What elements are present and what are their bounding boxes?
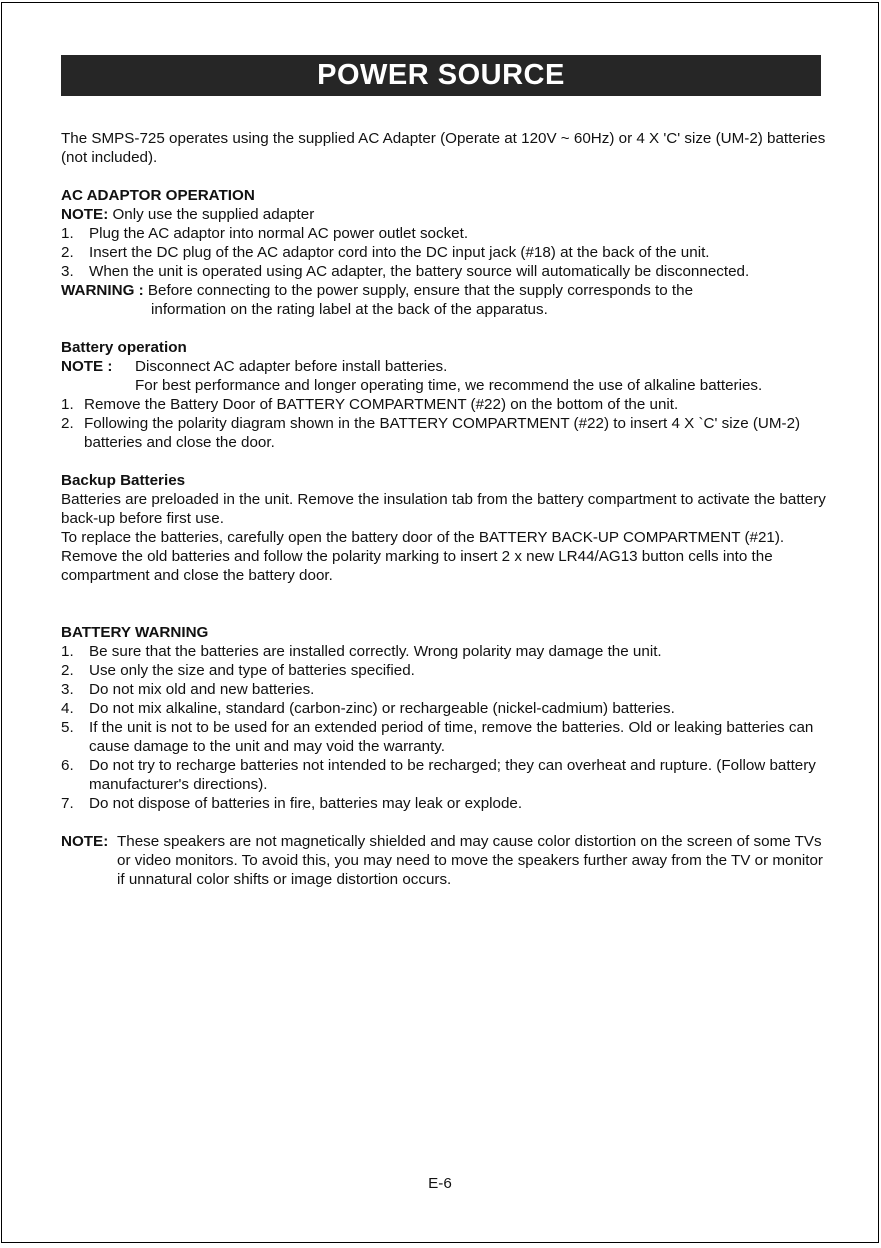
list-number: 2. <box>61 662 74 679</box>
list-text: Use only the size and type of batteries specified. <box>89 662 415 679</box>
page-content <box>61 129 841 889</box>
list-item <box>61 699 841 718</box>
list-item <box>61 794 841 813</box>
ac-warning <box>61 281 841 300</box>
manual-page <box>1 2 879 1243</box>
list-text: Following the polarity diagram shown in the BATTERY COMPARTMENT (#22) to insert 4 X `C' size (UM-2) batteries and close the door. <box>84 415 801 451</box>
backup-paragraph-2: To replace the batteries, carefully open the battery door of the BATTERY BACK-UP COMPARTMENT (#21). Remove the old batteries and follow the polarity marking to insert 2 x new LR44/AG13 button cells into the compartment and close the battery door. <box>61 529 785 584</box>
list-number: 2. <box>61 244 74 261</box>
final-note <box>61 832 841 889</box>
list-number: 1. <box>61 396 74 413</box>
list-text: Do not dispose of batteries in fire, batteries may leak or explode. <box>89 795 523 812</box>
ac-heading: AC ADAPTOR OPERATION <box>61 187 255 204</box>
battery-note-line2: For best performance and longer operating time, we recommend the use of alkaline batteries. <box>135 377 763 394</box>
final-note-text: These speakers are not magnetically shielded and may cause color distortion on the screen of some TVs or video monitors. To avoid this, you may need to move the speakers further away from the TV or monitor if unnatural color shifts or image distortion occurs. <box>117 833 823 888</box>
list-number: 1. <box>61 643 74 660</box>
battery-note <box>61 357 841 376</box>
final-note-label: NOTE: <box>61 833 109 850</box>
page-title: POWER SOURCE <box>61 55 821 96</box>
list-number: 6. <box>61 757 74 774</box>
battery-note-line1: Disconnect AC adapter before install batteries. <box>135 358 448 375</box>
list-item <box>61 756 841 794</box>
list-number: 4. <box>61 700 74 717</box>
battery-heading: Battery operation <box>61 339 187 356</box>
list-text: Do not mix old and new batteries. <box>89 681 315 698</box>
list-number: 1. <box>61 225 74 242</box>
list-text: Be sure that the batteries are installed correctly. Wrong polarity may damage the unit. <box>89 643 662 660</box>
ac-note-text: Only use the supplied adapter <box>108 206 315 223</box>
list-item <box>61 414 841 452</box>
ac-warning-line1: Before connecting to the power supply, ensure that the supply corresponds to the <box>147 282 694 299</box>
warning-heading: BATTERY WARNING <box>61 624 209 641</box>
list-number: 3. <box>61 263 74 280</box>
ac-warning-line2: information on the rating label at the back of the apparatus. <box>151 301 548 318</box>
list-text: Do not mix alkaline, standard (carbon-zinc) or rechargeable (nickel-cadmium) batteries. <box>89 700 675 717</box>
ac-note <box>61 205 841 224</box>
intro-paragraph: The SMPS-725 operates using the supplied AC Adapter (Operate at 120V ~ 60Hz) or 4 X 'C' size (UM-2) batteries (not included). <box>61 130 826 166</box>
page-number: E-6 <box>428 1175 452 1192</box>
list-item <box>61 680 841 699</box>
backup-paragraph-1: Batteries are preloaded in the unit. Remove the insulation tab from the battery compartment to activate the battery back-up before first use. <box>61 491 826 527</box>
list-text: Remove the Battery Door of BATTERY COMPARTMENT (#22) on the bottom of the unit. <box>84 396 679 413</box>
list-item <box>61 395 841 414</box>
list-item <box>61 224 841 243</box>
battery-note-label: NOTE : <box>61 358 113 375</box>
list-item <box>61 718 841 756</box>
ac-note-label: NOTE: <box>61 206 109 223</box>
list-number: 5. <box>61 719 74 736</box>
list-text: Do not try to recharge batteries not intended to be recharged; they can overheat and rupture. (Follow battery manufacturer's directions). <box>89 757 816 793</box>
list-number: 2. <box>61 415 74 432</box>
list-item <box>61 661 841 680</box>
list-number: 3. <box>61 681 74 698</box>
list-item <box>61 243 841 262</box>
list-item <box>61 262 841 281</box>
list-text: Insert the DC plug of the AC adaptor cord into the DC input jack (#18) at the back of the unit. <box>89 244 710 261</box>
ac-warning-label: WARNING : <box>61 282 148 299</box>
list-text: When the unit is operated using AC adapter, the battery source will automatically be disconnected. <box>89 263 750 280</box>
list-item <box>61 642 841 661</box>
list-number: 7. <box>61 795 74 812</box>
list-text: Plug the AC adaptor into normal AC power outlet socket. <box>89 225 469 242</box>
list-text: If the unit is not to be used for an extended period of time, remove the batteries. Old or leaking batteries can cause damage to the unit and may void the warranty. <box>89 719 814 755</box>
backup-heading: Backup Batteries <box>61 472 186 489</box>
